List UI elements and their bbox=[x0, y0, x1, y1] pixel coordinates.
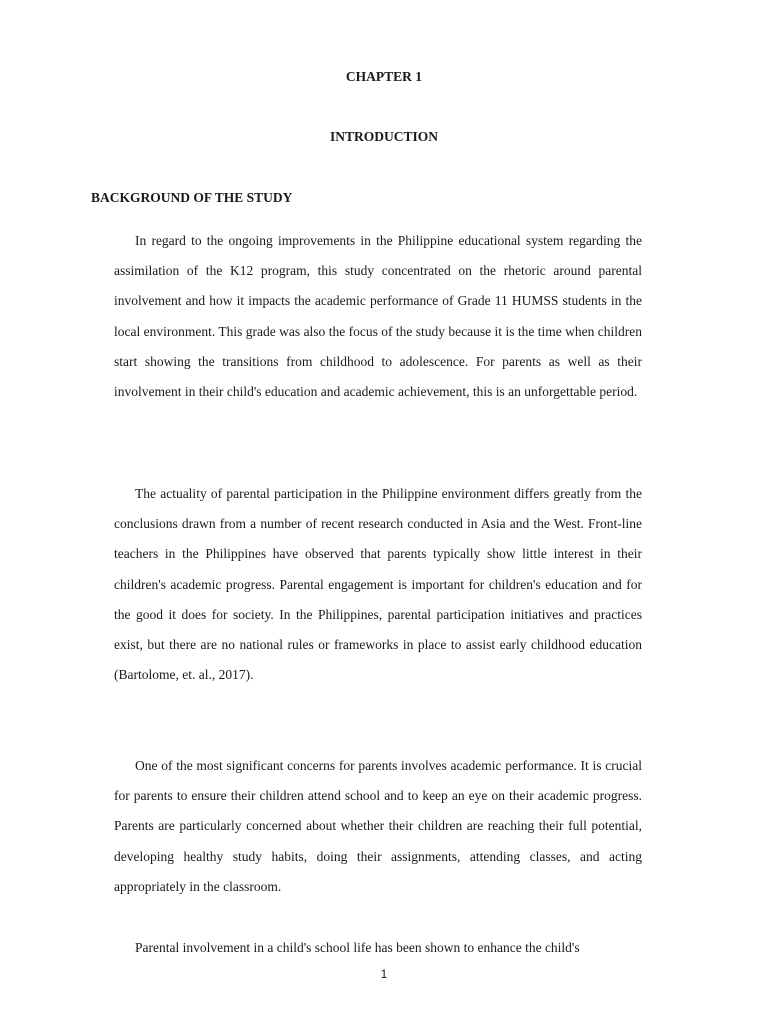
body-paragraph: The actuality of parental participation in the Philippine environment differs greatly from the conclusions drawn from a number of recent research conducted in Asia and the West. Front-line teachers in the Philippines have observed that parents typically show little interest in their children's academic progress. Parental engagement is important for children's education and for the good it does for society. In the Philippines, parental participation initiatives and practices exist, but there are no national rules or frameworks in place to assist early childhood education (Bartolome, et. al., 2017). bbox=[114, 486, 642, 683]
body-paragraph: In regard to the ongoing improvements in the Philippine educational system regarding the assimilation of the K12 program, this study concentrated on the rhetoric around parental involvement and how it impacts the academic performance of Grade 11 HUMSS students in the local environment. This grade was also the focus of the study because it is the time when children start showing the transitions from childhood to adolescence. For parents as well as their involvement in their child's education and academic achievement, this is an unforgettable period. bbox=[114, 233, 642, 400]
body-paragraph: One of the most significant concerns for parents involves academic performance. It is crucial for parents to ensure their children attend school and to keep an eye on their academic progress. Parents are particularly concerned about whether their children are reaching their full potential, developing healthy study habits, doing their assignments, attending classes, and acting appropriately in the classroom. bbox=[114, 758, 642, 894]
section-heading: BACKGROUND OF THE STUDY bbox=[91, 190, 293, 205]
chapter-title: INTRODUCTION bbox=[329, 129, 438, 144]
chapter-heading: CHAPTER 1 bbox=[345, 69, 423, 84]
page-number: 1 bbox=[380, 967, 388, 981]
body-paragraph: Parental involvement in a child's school life has been shown to enhance the child's bbox=[135, 940, 580, 955]
